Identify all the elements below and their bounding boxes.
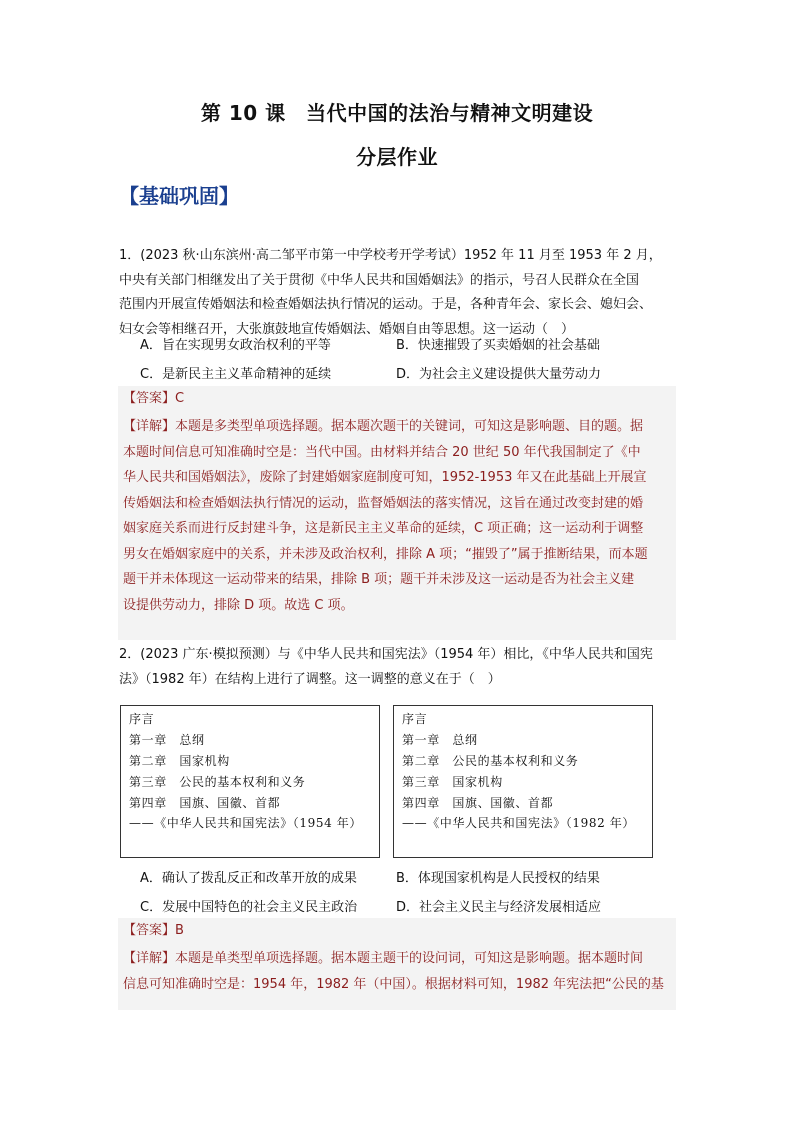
constitution-1982-box [393,705,653,858]
question-1-line: 范围内开展宣传婚姻法和检查婚姻法执行情况的运动。于是，各种青年会、家长会、媳妇会、 [119,297,653,312]
q1-option-c[interactable]: C．是新民主主义革命精神的延续 [140,367,332,382]
box-row: 第三章 国家机构 [402,775,503,789]
q2-option-b[interactable]: B．体现国家机构是人民授权的结果 [396,871,600,886]
question-1-line: 1．(2023 秋·山东滨州·高二邹平市第一中学校考开学考试）1952 年 11 月至 1953 年 2 月， [119,248,662,263]
q2-option-a[interactable]: A．确认了拨乱反正和改革开放的成果 [140,871,357,886]
q1-analysis-line: 华人民共和国婚姻法》，废除了封建婚姻家庭制度可知，1952-1953 年又在此基础上开展宣 [123,470,647,485]
q1-option-b[interactable]: B．快速摧毁了买卖婚姻的社会基础 [396,338,600,353]
q1-analysis-line: 本题时间信息可知准确时空是：当代中国。由材料并结合 20 世纪 50 年代我国制定了《中 [123,444,641,460]
box-row: 序言 [402,712,428,726]
box-row: 第二章 公民的基本权利和义务 [402,754,579,768]
q1-analysis-line: 传婚姻法和检查婚姻法执行情况的运动，监督婚姻法的落实情况，这旨在通过改变封建的婚 [123,495,644,511]
box-row: 第三章 公民的基本权利和义务 [129,775,306,789]
q1-option-d[interactable]: D．为社会主义建设提供大量劳动力 [396,367,602,382]
q2-analysis-line: 【详解】本题是单类型单项选择题。据本题主题干的设问词，可知这是影响题。据本题时间 [123,951,644,966]
question-2-line: 2．(2023 广东·模拟预测）与《中华人民共和国宪法》（1954 年）相比，《中华人民共和国宪 [119,647,653,662]
lesson-title: 第 10 课 当代中国的法治与精神文明建设 [200,101,594,125]
question-2-stem [119,643,675,692]
box-row: 第四章 国旗、国徽、首都 [402,796,554,810]
q1-analysis-line: 题干并未体现这一运动带来的结果，排除 B 项；题干并未涉及这一运动是否为社会主义建 [123,572,635,587]
box-row: 第一章 总纲 [402,733,478,747]
q2-analysis-line: 信息可知准确时空是：1954 年，1982 年（中国）。根据材料可知，1982 年宪法把“公民的基 [123,976,664,992]
q1-analysis [123,414,675,618]
q1-analysis-line: 【详解】本题是多类型单项选择题。据本题次题干的关键词，可知这是影响题、目的题。据 [123,419,644,434]
section-heading: 【基础巩固】 [119,184,239,208]
q1-option-a[interactable]: A．旨在实现男女政治权利的平等 [140,338,331,353]
q2-answer: 【答案】B [123,923,184,938]
question-1-stem [119,244,675,342]
box-row: 序言 [129,712,155,726]
constitution-1954-box [120,705,380,858]
question-1-line: 妇女会等相继召开，大张旗鼓地宣传婚姻法、婚姻自由等思想。这一运动（ ） [119,321,575,337]
box-source: ——《中华人民共和国宪法》（1954 年） [129,816,362,830]
box-row: 第四章 国旗、国徽、首都 [129,796,281,810]
box-source: ——《中华人民共和国宪法》（1982 年） [402,816,635,830]
q2-analysis [123,946,675,997]
q1-analysis-line: 男女在婚姻家庭中的关系，并未涉及政治权利，排除 A 项；“摧毁了”属于推断结果，而本题 [123,546,648,562]
q1-answer: 【答案】C [123,391,185,406]
q1-analysis-line: 设提供劳动力，排除 D 项。故选 C 项。 [123,597,354,613]
q1-analysis-line: 姻家庭关系而进行反封建斗争，这是新民主主义革命的延续，C 项正确；这一运动利于调整 [123,521,644,536]
question-2-line: 法》（1982 年）在结构上进行了调整。这一调整的意义在于（ ） [119,671,501,687]
question-1-line: 中央有关部门相继发出了关于贯彻《中华人民共和国婚姻法》的指示，号召人民群众在全国 [119,272,640,288]
lesson-subtitle: 分层作业 [356,145,438,169]
q2-option-c[interactable]: C．发展中国特色的社会主义民主政治 [140,900,358,915]
q2-option-d[interactable]: D．社会主义民主与经济发展相适应 [396,900,602,915]
box-row: 第一章 总纲 [129,733,205,747]
box-row: 第二章 国家机构 [129,754,230,768]
